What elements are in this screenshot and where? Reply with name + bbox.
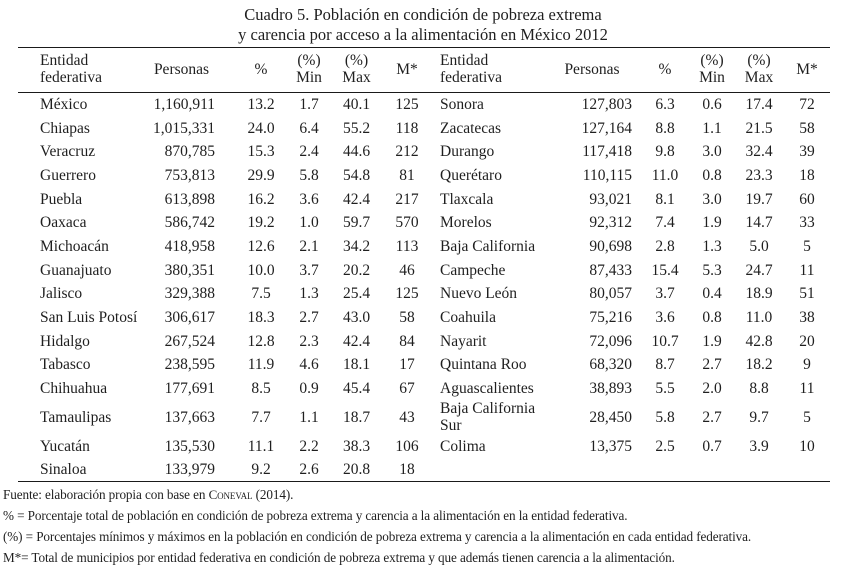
cell-pct-left: 12.6	[247, 237, 275, 255]
cell-personas-left: 238,595	[164, 356, 215, 374]
cell-municipios-left: 118	[395, 119, 419, 137]
cell-pct-max-right	[734, 458, 784, 482]
cell-entidad-right: Nayarit	[440, 332, 487, 350]
cell-entidad-right: Baja California Sur	[440, 400, 536, 435]
cell-pct-min-right: 3.0	[702, 190, 722, 208]
cell-municipios-right: 11	[799, 261, 815, 279]
header-row	[18, 48, 830, 93]
cell-municipios-right: 72	[799, 96, 815, 114]
table-row	[18, 258, 830, 282]
table-row	[18, 458, 830, 482]
cell-entidad-left: Veracruz	[40, 143, 96, 161]
cell-municipios-right: 5	[803, 237, 811, 255]
cell-personas-right: 127,164	[581, 119, 632, 137]
cell-entidad-left: Sinaloa	[40, 461, 87, 479]
cell-municipios-right: 10	[799, 437, 815, 455]
cell-personas-left: 267,524	[164, 332, 215, 350]
cell-municipios-left: 217	[395, 190, 419, 208]
cell-pct-min-left: 1.7	[299, 96, 319, 114]
cell-pct-left: 13.2	[247, 96, 275, 114]
header-pct-min-right	[690, 48, 734, 93]
footnote-pct-minmax: (%) = Porcentajes mínimos y máximos en la población en condición de pobreza extrema y carencia a la alimentación en cada entidad federativa.	[3, 528, 752, 544]
cell-entidad-left: Chihuahua	[40, 380, 108, 398]
cell-pct-min-right: 1.3	[702, 237, 722, 255]
cell-personas-right: 92,312	[589, 214, 632, 232]
cell-municipios-right: 51	[799, 285, 815, 303]
header-personas-left: Personas	[148, 48, 233, 93]
cell-pct-min-right: 0.4	[702, 285, 722, 303]
footnote-municipios: M*= Total de municipios por entidad federativa en condición de pobreza extrema y que además tienen carencia a la alimentación.	[3, 549, 675, 565]
cell-pct-min-left: 1.3	[299, 285, 319, 303]
header-pct-min-right-line2: Min	[699, 69, 725, 86]
cell-entidad-left: San Luis Potosí	[40, 309, 138, 327]
cell-pct-max-left: 20.8	[342, 461, 371, 479]
cell-personas-right: 80,057	[589, 285, 632, 303]
cell-entidad-right: Colima	[440, 437, 486, 455]
cell-entidad-left: Guerrero	[40, 166, 96, 184]
cell-personas-right: 75,216	[589, 309, 632, 327]
header-entidad-left-line1: Entidad	[40, 52, 89, 69]
header-pct-right: %	[640, 48, 690, 93]
cell-entidad-right: Morelos	[440, 214, 492, 232]
cell-pct-max-left: 55.2	[342, 119, 371, 137]
cell-pct-max-right: 8.8	[749, 380, 769, 398]
cell-pct-max-left: 59.7	[342, 214, 371, 232]
header-pct-max-right-line1: (%)	[747, 52, 771, 69]
cell-personas-left: 133,979	[164, 461, 215, 479]
cell-personas-left: 1,015,331	[153, 119, 215, 137]
cell-personas-right: 38,893	[589, 380, 632, 398]
cell-pct-left: 11.9	[247, 356, 275, 374]
cell-personas-left: 870,785	[164, 143, 215, 161]
cell-pct-max-right: 21.5	[745, 119, 773, 137]
cell-municipios-right: 60	[799, 190, 815, 208]
cell-entidad-left: Oaxaca	[40, 214, 87, 232]
cell-municipios-right	[784, 458, 830, 482]
table-title	[0, 0, 846, 47]
cell-entidad-right: Zacatecas	[440, 119, 502, 137]
cell-personas-left: 613,898	[164, 190, 215, 208]
cell-personas-right: 110,115	[582, 166, 632, 184]
cell-pct-min-right: 0.7	[702, 437, 722, 455]
cell-municipios-left: 84	[399, 332, 415, 350]
cell-pct-min-right: 0.8	[702, 166, 722, 184]
cell-pct-right	[640, 458, 690, 482]
cell-pct-max-left: 43.0	[342, 309, 371, 327]
header-pct-max-left-line2: Max	[342, 69, 371, 86]
table-body	[18, 93, 830, 482]
footnote-source	[3, 485, 846, 506]
cell-pct-min-right: 0.6	[702, 96, 722, 114]
cell-pct-right: 7.4	[655, 214, 675, 232]
cell-municipios-right: 5	[803, 408, 811, 426]
header-entidad-right-line2: federativa	[440, 69, 502, 86]
cell-pct-min-right	[690, 458, 734, 482]
cell-pct-max-left: 25.4	[342, 285, 371, 303]
table-row	[18, 187, 830, 211]
header-pct-min-right-line1: (%)	[700, 52, 724, 69]
header-pct-max-right	[734, 48, 784, 93]
header-entidad-right-line1: Entidad	[440, 52, 489, 69]
table-title-line1: Cuadro 5. Población en condición de pobreza extrema	[244, 5, 602, 24]
table-row	[18, 211, 830, 235]
cell-personas-left: 418,958	[164, 237, 215, 255]
table-row	[18, 306, 830, 330]
cell-municipios-right: 9	[803, 356, 811, 374]
cell-pct-min-left: 1.1	[299, 408, 319, 426]
cell-pct-min-left: 5.8	[299, 166, 319, 184]
header-municipios-left: M*	[384, 48, 430, 93]
cell-pct-max-left: 44.6	[342, 143, 371, 161]
cell-municipios-right: 38	[799, 309, 815, 327]
cell-pct-left: 29.9	[247, 166, 275, 184]
cell-pct-min-right: 3.0	[702, 143, 722, 161]
cell-entidad-left: Hidalgo	[40, 332, 90, 350]
cell-pct-max-right: 18.9	[745, 285, 773, 303]
cell-pct-max-right: 23.3	[745, 166, 773, 184]
cell-municipios-right: 33	[799, 214, 815, 232]
cell-pct-right: 5.5	[655, 380, 675, 398]
cell-entidad-left: Guanajuato	[40, 261, 112, 279]
footnote-source-prefix: Fuente: elaboración propia con base en	[3, 487, 209, 503]
cell-entidad-left: Jalisco	[40, 285, 83, 303]
cell-municipios-left: 106	[395, 437, 419, 455]
cell-personas-right: 93,021	[589, 190, 632, 208]
table-row	[18, 140, 830, 164]
cell-personas-right: 28,450	[589, 408, 632, 426]
cell-pct-min-right: 2.7	[702, 356, 722, 374]
cell-personas-right: 72,096	[589, 332, 632, 350]
table-row	[18, 329, 830, 353]
cell-pct-min-right: 1.9	[702, 214, 722, 232]
cell-pct-min-left: 2.7	[299, 309, 319, 327]
cell-pct-max-left: 20.2	[342, 261, 371, 279]
cell-pct-min-left: 1.0	[299, 214, 319, 232]
cell-pct-right: 11.0	[651, 166, 679, 184]
cell-pct-max-left: 38.3	[342, 437, 371, 455]
cell-personas-left: 306,617	[164, 309, 215, 327]
cell-municipios-left: 81	[399, 166, 415, 184]
cell-pct-max-right: 32.4	[745, 143, 773, 161]
cell-pct-max-right: 14.7	[745, 214, 773, 232]
cell-pct-left: 19.2	[247, 214, 275, 232]
cell-personas-right: 127,803	[581, 96, 632, 114]
header-pct-max-left	[329, 48, 384, 93]
cell-entidad-right: Tlaxcala	[440, 190, 494, 208]
header-pct-left: %	[233, 48, 289, 93]
cell-municipios-left: 46	[399, 261, 415, 279]
cell-entidad-left: Michoacán	[40, 237, 109, 255]
cell-entidad-right: Aguascalientes	[440, 380, 534, 398]
cell-pct-right: 3.6	[655, 309, 675, 327]
cell-pct-max-left: 18.7	[342, 408, 371, 426]
cell-pct-right: 15.4	[651, 261, 679, 279]
cell-entidad-left: Chiapas	[40, 119, 90, 137]
cell-municipios-left: 212	[395, 143, 419, 161]
cell-entidad-left: Yucatán	[40, 437, 90, 455]
table-row	[18, 434, 830, 458]
cell-municipios-left: 58	[399, 309, 415, 327]
table-row	[18, 164, 830, 188]
cell-pct-max-left: 18.1	[342, 356, 371, 374]
cell-pct-left: 7.7	[251, 408, 271, 426]
footnote-pct: % = Porcentaje total de población en condición de pobreza extrema y carencia a la alimentación en la entidad federativa.	[3, 508, 628, 524]
cell-pct-max-left: 54.8	[342, 166, 371, 184]
cell-pct-min-right: 5.3	[702, 261, 722, 279]
cell-municipios-left: 67	[399, 380, 415, 398]
header-municipios-right: M*	[784, 48, 830, 93]
footnote-source-suffix: (2014).	[252, 487, 294, 503]
cell-pct-min-left: 2.2	[299, 437, 319, 455]
cell-pct-max-left: 40.1	[342, 96, 371, 114]
cell-pct-max-right: 19.7	[745, 190, 773, 208]
cell-pct-min-left: 2.6	[299, 461, 319, 479]
table-row	[18, 93, 830, 117]
cell-entidad-right: Durango	[440, 143, 495, 161]
table-row	[18, 235, 830, 259]
cell-pct-right: 2.5	[655, 437, 675, 455]
cell-pct-min-left: 6.4	[299, 119, 319, 137]
cell-entidad-left: Tamaulipas	[40, 408, 112, 426]
header-pct-max-right-line2: Max	[744, 69, 774, 86]
cell-pct-left: 12.8	[247, 332, 275, 350]
cell-municipios-left: 17	[399, 356, 415, 374]
cell-pct-min-right: 1.9	[702, 332, 722, 350]
header-entidad-left-line2: federativa	[40, 69, 102, 86]
cell-entidad-right: Nuevo León	[440, 285, 518, 303]
cell-pct-left: 10.0	[247, 261, 275, 279]
cell-entidad-right: Campeche	[440, 261, 506, 279]
cell-pct-max-left: 45.4	[342, 380, 371, 398]
cell-personas-left: 135,530	[164, 437, 215, 455]
table-row	[18, 377, 830, 401]
cell-pct-min-left: 4.6	[299, 356, 319, 374]
cell-personas-left: 329,388	[164, 285, 215, 303]
cell-personas-right: 68,320	[589, 356, 632, 374]
header-pct-min-left	[289, 48, 329, 93]
cell-pct-max-right: 3.9	[749, 437, 769, 455]
header-pct-min-left-line2: Min	[296, 69, 322, 86]
cell-pct-right: 2.8	[655, 237, 675, 255]
cell-personas-left: 753,813	[164, 166, 215, 184]
cell-entidad-right: Querétaro	[440, 166, 502, 184]
cell-entidad-right: Quintana Roo	[440, 356, 527, 374]
cell-personas-left: 586,742	[164, 214, 215, 232]
cell-pct-right: 5.8	[655, 408, 675, 426]
header-entidad-left	[18, 48, 148, 93]
table-row	[18, 353, 830, 377]
cell-pct-min-right: 2.0	[702, 380, 722, 398]
footnote-source-coneval: Coneval	[208, 487, 253, 503]
cell-municipios-left: 43	[399, 408, 415, 426]
cell-pct-max-right: 24.7	[745, 261, 773, 279]
header-personas-right: Personas	[552, 48, 640, 93]
cell-pct-max-right: 5.0	[749, 237, 769, 255]
cell-personas-right: 90,698	[589, 237, 632, 255]
cell-pct-right: 8.7	[655, 356, 675, 374]
header-pct-max-left-line1: (%)	[344, 52, 369, 69]
cell-pct-left: 11.1	[247, 437, 275, 455]
cell-pct-max-right: 42.8	[745, 332, 773, 350]
cell-pct-max-left: 42.4	[342, 190, 371, 208]
table-row	[18, 116, 830, 140]
table-header	[18, 48, 830, 93]
cell-municipios-left: 113	[395, 237, 419, 255]
cell-pct-min-left: 2.4	[299, 143, 319, 161]
poverty-table	[18, 47, 830, 482]
cell-entidad-left: Tabasco	[40, 356, 91, 374]
cell-personas-left: 177,691	[164, 380, 215, 398]
cell-entidad-left: México	[40, 96, 88, 114]
cell-pct-left: 7.5	[251, 285, 271, 303]
cell-pct-min-left: 0.9	[299, 380, 319, 398]
cell-municipios-right: 11	[799, 380, 815, 398]
cell-pct-right: 10.7	[651, 332, 679, 350]
cell-pct-min-right: 0.8	[702, 309, 722, 327]
cell-pct-left: 9.2	[251, 461, 271, 479]
cell-pct-min-left: 3.7	[299, 261, 319, 279]
cell-pct-min-left: 3.6	[299, 190, 319, 208]
cell-pct-max-right: 18.2	[745, 356, 773, 374]
cell-personas-right	[552, 458, 640, 482]
cell-personas-left: 137,663	[164, 408, 215, 426]
cell-personas-right: 13,375	[589, 437, 632, 455]
cell-pct-right: 8.8	[655, 119, 675, 137]
cell-municipios-left: 125	[395, 96, 419, 114]
cell-personas-left: 380,351	[164, 261, 215, 279]
cell-entidad-right	[430, 458, 552, 482]
cell-personas-right: 117,418	[582, 143, 632, 161]
cell-pct-min-left: 2.1	[299, 237, 319, 255]
cell-pct-left: 15.3	[247, 143, 275, 161]
cell-entidad-right: Sonora	[440, 96, 484, 114]
cell-pct-min-left: 2.3	[299, 332, 319, 350]
cell-pct-right: 8.1	[655, 190, 675, 208]
cell-pct-left: 16.2	[247, 190, 275, 208]
cell-personas-right: 87,433	[589, 261, 632, 279]
cell-entidad-right: Coahuila	[440, 309, 496, 327]
cell-municipios-left: 18	[399, 461, 415, 479]
cell-pct-min-right: 1.1	[702, 119, 722, 137]
cell-pct-right: 3.7	[655, 285, 675, 303]
table-row	[18, 282, 830, 306]
cell-pct-left: 24.0	[247, 119, 275, 137]
cell-municipios-right: 58	[799, 119, 815, 137]
cell-municipios-right: 20	[799, 332, 815, 350]
cell-municipios-right: 39	[799, 143, 815, 161]
cell-entidad-left: Puebla	[40, 190, 83, 208]
cell-municipios-left: 125	[395, 285, 419, 303]
header-entidad-right	[430, 48, 552, 93]
cell-pct-max-left: 42.4	[342, 332, 371, 350]
cell-pct-right: 6.3	[655, 96, 675, 114]
cell-entidad-right: Baja California	[440, 237, 536, 255]
cell-personas-left: 1,160,911	[153, 96, 215, 114]
cell-pct-max-right: 9.7	[749, 408, 769, 426]
footnotes	[3, 485, 846, 568]
cell-pct-max-left: 34.2	[342, 237, 371, 255]
table-row	[18, 400, 830, 434]
cell-municipios-right: 18	[799, 166, 815, 184]
cell-pct-right: 9.8	[655, 143, 675, 161]
cell-pct-max-right: 17.4	[745, 96, 773, 114]
header-pct-min-left-line1: (%)	[297, 52, 321, 69]
cell-pct-left: 18.3	[247, 309, 275, 327]
cell-pct-max-right: 11.0	[745, 309, 773, 327]
cell-municipios-left: 570	[395, 214, 419, 232]
table-title-line2: y carencia por acceso a la alimentación en México 2012	[238, 24, 608, 44]
cell-pct-left: 8.5	[251, 380, 271, 398]
cell-pct-min-right: 2.7	[702, 408, 722, 426]
